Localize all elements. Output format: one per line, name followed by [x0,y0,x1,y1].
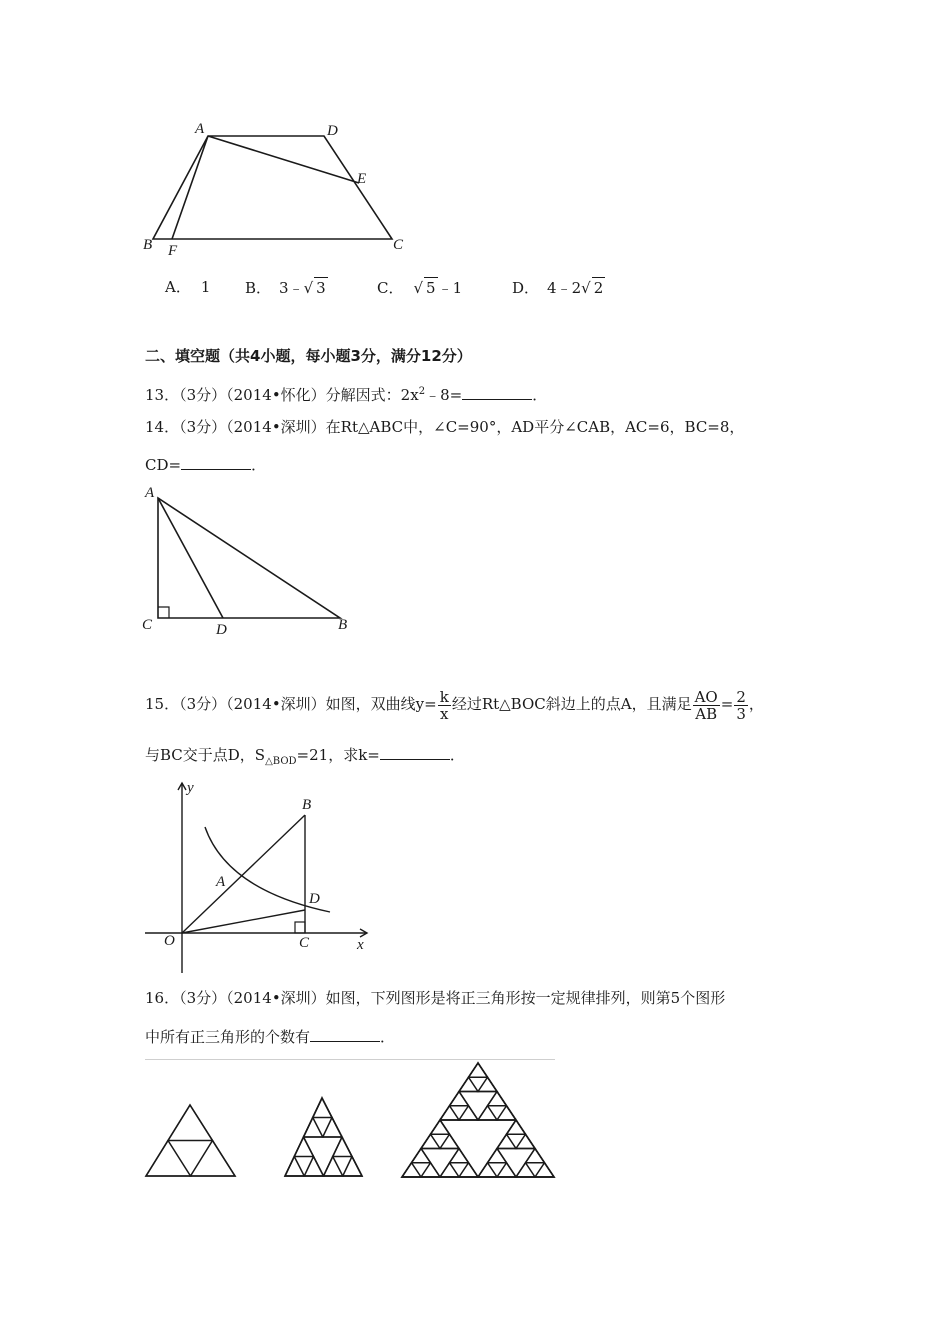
label-b: B [143,237,153,253]
label-b: B [338,617,348,633]
label-b: B [302,797,312,813]
small-triangle [412,1149,431,1163]
option-b: B． 3﹣√ 3 [245,279,326,297]
small-triangle [526,1149,545,1163]
label-y: y [187,780,194,796]
small-triangle [402,1163,421,1177]
small-triangle [507,1120,526,1134]
question-16-line2: 中所有正三角形的个数有 ． [145,1028,396,1046]
small-triangle [459,1077,478,1091]
question-15: 15．（3分）（2014•深圳）如图，双曲线y= $\frac{k}{x}$ 经过Rt△BOC斜边上的点A，且满足 $\frac{AO}{AB}$ = $\frac{2}{3}$ ， [145,687,764,723]
small-triangle [497,1134,516,1148]
pattern-figure-1 [146,1105,235,1176]
label-c: C [142,617,153,633]
small-triangle [450,1092,469,1106]
small-triangle [516,1134,535,1148]
label-x: x [357,937,364,953]
small-triangle [304,1157,323,1177]
question-13: 13．（3分）（2014•怀化）分解因式：$2x^2﹣8=$ ． [145,386,548,404]
question-14-line2: CD= ． [145,456,267,474]
small-triangle [323,1118,342,1138]
small-triangle [450,1149,469,1163]
small-triangle [535,1163,554,1177]
small-triangle [285,1157,304,1177]
label-d: D [327,123,338,139]
right-angle-mark [158,607,169,618]
label-c: C [393,237,404,253]
label-a: A [195,121,205,137]
fraction-k-over-x: $\frac{k}{x}$ [439,687,449,723]
hyperbola-figure [135,775,380,975]
small-triangle [343,1157,362,1177]
label-d: D [309,891,320,907]
small-triangle [478,1077,497,1091]
small-triangle [516,1163,535,1177]
small-triangle [488,1149,507,1163]
small-triangle [313,1098,332,1118]
label-a: A [145,485,155,501]
label-o: O [164,933,175,949]
trapezoid-abcd [153,136,392,239]
pattern-figure-3 [402,1063,554,1177]
triangle-pattern-figure [140,1060,570,1185]
label-c: C [299,935,310,951]
small-triangle [440,1106,459,1120]
label-d: D [216,622,227,638]
label-f: F [168,243,178,259]
segment-ad [158,498,223,618]
small-triangle [168,1105,213,1141]
label-a: A [216,874,226,890]
small-triangle [294,1137,313,1157]
answer-blank[interactable] [380,745,450,760]
answer-blank[interactable] [310,1027,380,1042]
option-d: D． 4﹣2√ 2 [512,279,604,297]
trapezoid-figure [135,115,425,265]
small-triangle [459,1106,478,1120]
right-angle-mark [295,922,305,933]
question-16: 16．（3分）（2014•深圳）如图，下列图形是将正三角形按一定规律排列，则第5个图形 [145,989,726,1007]
small-triangle [497,1163,516,1177]
segment-od [182,910,305,933]
segment-af [172,136,208,239]
fraction-two-thirds: $\frac{2}{3}$ [736,687,746,723]
triangle-abc [158,498,340,618]
answer-blank[interactable] [181,455,251,470]
small-triangle [146,1141,191,1177]
small-triangle [469,1063,488,1077]
small-triangle [478,1163,497,1177]
option-c: C． √ 5 ﹣1 [377,279,463,297]
small-triangle [488,1092,507,1106]
segment-ae [208,136,359,183]
label-e: E [357,171,367,187]
small-triangle [497,1106,516,1120]
small-triangle [304,1118,323,1138]
small-triangle [440,1163,459,1177]
small-triangle [478,1106,497,1120]
small-triangle [459,1163,478,1177]
small-triangle [431,1120,450,1134]
small-triangle [333,1137,352,1157]
fraction-ao-over-ab: $\frac{AO}{AB}$ [694,687,718,723]
section-heading: 二、填空题（共4小题，每小题3分，满分12分） [145,347,472,365]
small-triangle [191,1141,236,1177]
segment-ob [182,815,305,933]
question-15-line2: 与BC交于点D，$S_{\triangle BOD}=21$，求k= ． [145,746,465,767]
answer-blank[interactable] [462,385,532,400]
pattern-figure-2 [285,1098,362,1176]
small-triangle [421,1163,440,1177]
small-triangle [440,1134,459,1148]
question-14: 14．（3分）（2014•深圳）在Rt△ABC中，∠C=90°，AD平分∠CAB，AC=6，BC=8， [145,418,745,436]
option-a: A． 1 [165,278,211,296]
small-triangle [324,1157,343,1177]
right-triangle-figure [135,480,365,640]
small-triangle [421,1134,440,1148]
